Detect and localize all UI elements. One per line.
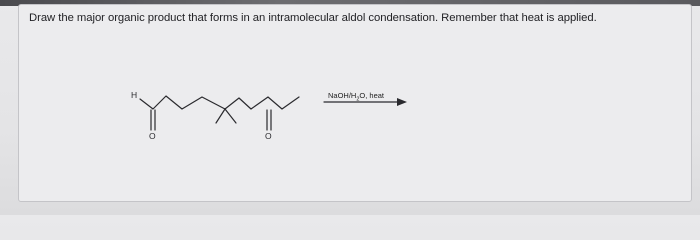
oxygen-label-1: O (149, 131, 156, 141)
carbon-chain (140, 96, 299, 109)
question-panel (18, 4, 692, 202)
methyl-branch-left (216, 109, 225, 123)
reagent-main: NaOH/H (328, 91, 357, 100)
methyl-branch-right (225, 109, 236, 123)
aldehyde-h-label: H (131, 90, 138, 100)
reagent-label (328, 91, 384, 103)
reaction-arrow-head (397, 98, 407, 106)
oxygen-label-2: O (265, 131, 272, 141)
reagent-subscript: 2 (356, 96, 360, 103)
reagent-rest: O, heat (359, 91, 385, 100)
question-text: Draw the major organic product that forms in an intramolecular aldol condensation. Remember that heat is applied. (29, 12, 597, 24)
reactant-structure (19, 5, 693, 203)
